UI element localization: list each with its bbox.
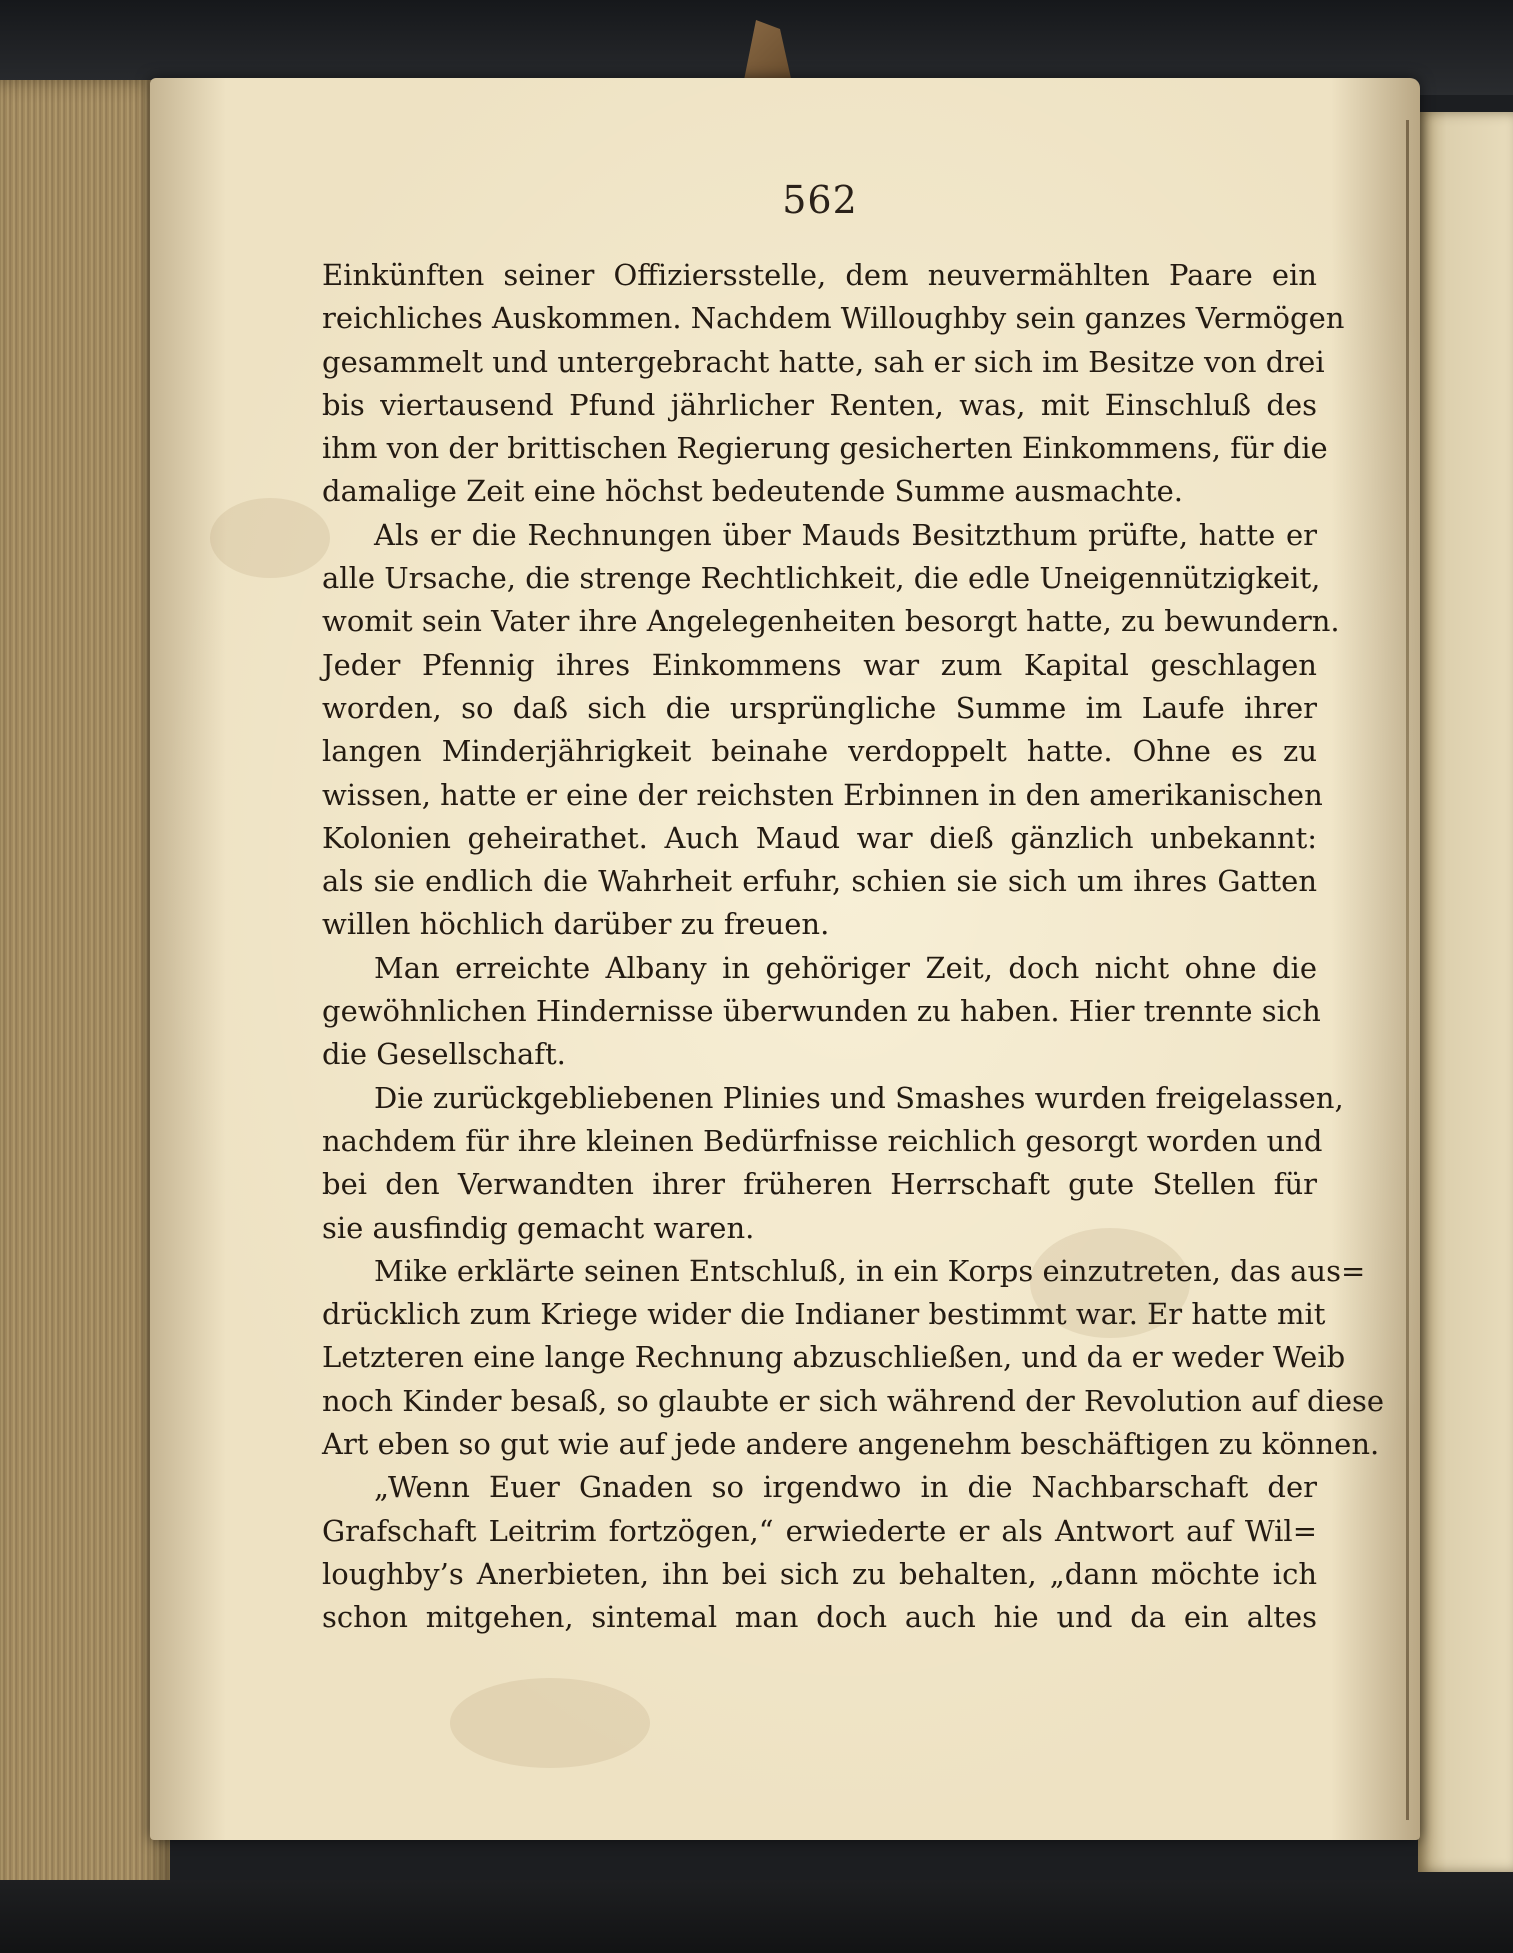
text-line: „Wenn Euer Gnaden so irgendwo in die Nachbarschaft der [374,1470,1317,1505]
text-line: Letzteren eine lange Rechnung abzuschließen, und da er weder Weib [322,1340,1346,1375]
text-line: sie ausfindig gemacht waren. [322,1210,755,1245]
page-stain [450,1678,650,1768]
text-line: Mike erklärte seinen Entschluß, in ein Korps einzutreten, das aus= [374,1253,1366,1288]
text-line: worden, so daß sich die ursprüngliche Summe im Laufe ihrer [322,690,1317,725]
text-line: ihm von der brittischen Regierung gesicherten Einkommens, für die [322,431,1328,466]
text-line: wissen, hatte er eine der reichsten Erbinnen in den amerikanischen [322,777,1323,812]
body-text [322,254,1385,1640]
page-number: 562 [782,178,858,222]
text-line: Die zurückgebliebenen Plinies und Smashes wurden freigelassen, [374,1080,1344,1115]
text-line: die Gesellschaft. [322,1037,566,1072]
text-line: langen Minderjährigkeit beinahe verdoppelt hatte. Ohne es zu [322,734,1317,769]
text-line: bei den Verwandten ihrer früheren Herrschaft gute Stellen für [322,1167,1317,1202]
text-line: noch Kinder besaß, so glaubte er sich während der Revolution auf diese [322,1383,1385,1418]
text-line: nachdem für ihre kleinen Bedürfnisse reichlich gesorgt worden und [322,1123,1323,1158]
text-line: willen höchlich darüber zu freuen. [322,907,830,942]
text-line: Art eben so gut wie auf jede andere angenehm beschäftigen zu können. [322,1427,1380,1462]
text-line: Jeder Pfennig ihres Einkommens war zum Kapital geschlagen [322,647,1317,682]
page-stain [210,498,330,578]
text-line: Einkünften seiner Offiziersstelle, dem neuvermählten Paare ein [322,258,1317,292]
text-line: Als er die Rechnungen über Mauds Besitzthum prüfte, hatte er [374,517,1317,552]
book-cover-bottom [0,1880,1513,1953]
text-line: damalige Zeit eine höchst bedeutende Summe ausmachte. [322,474,1183,509]
text-line: als sie endlich die Wahrheit erfuhr, schien sie sich um ihres Gatten [322,864,1317,899]
text-line: gesammelt und untergebracht hatte, sah er sich im Besitze von drei [322,344,1325,379]
facing-page-edge [1418,112,1513,1872]
text-line: Kolonien geheirathet. Auch Maud war dieß gänzlich unbekannt: [322,820,1317,855]
text-line: Grafschaft Leitrim fortzögen,“ erwiederte er als Antwort auf Wil= [322,1513,1317,1548]
text-line: drücklich zum Kriege wider die Indianer bestimmt war. Er hatte mit [322,1297,1326,1332]
text-line: Man erreichte Albany in gehöriger Zeit, doch nicht ohne die [374,950,1317,985]
text-line: reichliches Auskommen. Nachdem Willoughby sein ganzes Vermögen [322,301,1345,336]
text-line: womit sein Vater ihre Angelegenheiten besorgt hatte, zu bewundern. [322,604,1340,639]
text-line: loughby’s Anerbieten, ihn bei sich zu behalten, „dann möchte ich [322,1556,1317,1591]
text-line: alle Ursache, die strenge Rechtlichkeit, die edle Uneigennützigkeit, [322,561,1321,596]
page-edges-left [0,80,170,1953]
text-line: gewöhnlichen Hindernisse überwunden zu haben. Hier trennte sich [322,994,1321,1029]
text-line: bis viertausend Pfund jährlicher Renten, was, mit Einschluß des [322,387,1317,422]
text-line: schon mitgehen, sintemal man doch auch hie und da ein altes [322,1600,1317,1635]
page-gutter [1406,120,1409,1820]
